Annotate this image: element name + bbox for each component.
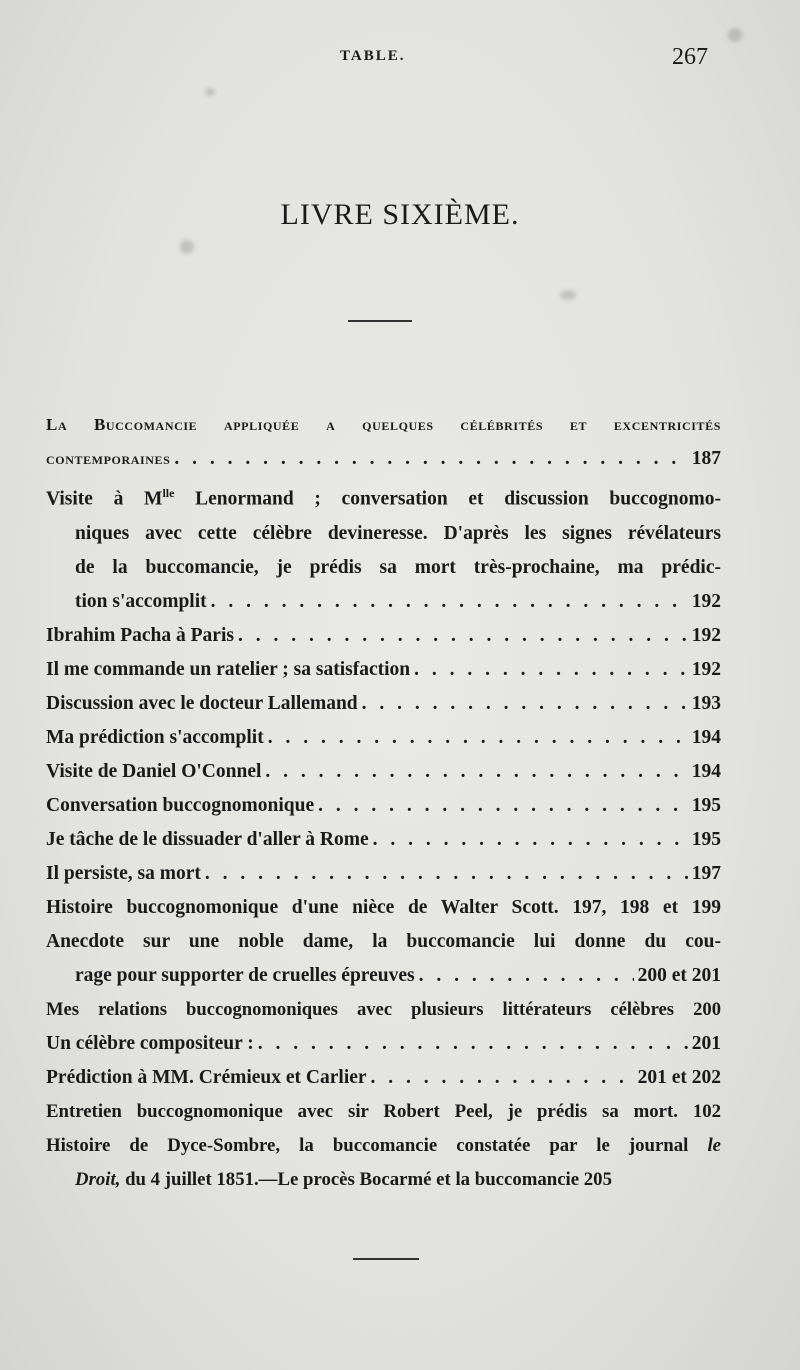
divider-rule xyxy=(353,1258,419,1260)
toc-entry-italic: Droit, xyxy=(75,1168,121,1190)
toc-entry-text: La Buccomancie appliquée a quelques célébrités et excentricités xyxy=(46,415,721,434)
paper-stain xyxy=(728,28,742,42)
toc-entry: Entretien buccognomonique avec sir Robert Peel, je prédis sa mort. 102 xyxy=(46,1100,721,1122)
toc-entry-text: Je tâche de le dissuader d'aller à Rome xyxy=(46,828,369,850)
paper-stain xyxy=(205,88,215,96)
toc-entry-text: Un célèbre compositeur : xyxy=(46,1032,254,1054)
dot-leader xyxy=(419,959,634,993)
toc-entry-text: de la buccomancie, je prédis sa mort très-prochaine, ma prédic- xyxy=(75,556,721,578)
toc-entry xyxy=(46,1129,721,1197)
toc-entry xyxy=(46,408,721,476)
toc-entry-italic: le xyxy=(707,1134,721,1156)
toc-entry-text: Il me commande un ratelier ; sa satisfaction xyxy=(46,658,411,680)
paper-stain xyxy=(180,240,194,254)
toc-entry-text: Anecdote sur une noble dame, la buccomancie lui donne du cou- xyxy=(46,930,721,952)
running-head: TABLE. xyxy=(340,48,406,64)
toc-page-number: 193 xyxy=(691,692,721,714)
divider-rule xyxy=(348,320,412,322)
dot-leader xyxy=(362,687,688,721)
dot-leader xyxy=(318,789,688,823)
toc-entry: Histoire buccognomonique d'une nièce de Walter Scott. 197, 198 et 199 xyxy=(46,896,721,918)
toc-entry-text: Lenormand ; conversation et discussion buccognomo- xyxy=(174,488,721,510)
toc-entry-superscript: lle xyxy=(162,486,175,500)
toc-entry-text: Visite de Daniel O'Connel xyxy=(46,760,262,782)
toc-entry xyxy=(46,789,721,823)
toc-entry-text: Visite à M xyxy=(46,488,163,510)
toc-entry-text: Discussion avec le docteur Lallemand xyxy=(46,692,358,714)
toc-page-number: 192 xyxy=(691,624,721,646)
toc-page-number: 187 xyxy=(691,448,721,469)
toc-entry-text: Ma prédiction s'accomplit xyxy=(46,726,264,748)
dot-leader xyxy=(174,442,687,476)
toc-page-number: 194 xyxy=(691,726,721,748)
toc-entry-text: du 4 juillet 1851.—Le procès Bocarmé et la buccomancie 205 xyxy=(120,1168,612,1190)
toc-page-number: 201 xyxy=(691,1032,721,1054)
dot-leader xyxy=(205,857,688,891)
toc-page-number: 201 et 202 xyxy=(637,1066,721,1088)
toc-entry-text: Histoire de Dyce-Sombre, la buccomancie constatée par le journal xyxy=(46,1134,689,1156)
toc-entry xyxy=(46,1027,721,1061)
dot-leader xyxy=(265,755,687,789)
toc-page-number: 195 xyxy=(691,794,721,816)
toc-entry: Mes relations buccognomoniques avec plusieurs littérateurs célèbres 200 xyxy=(46,998,721,1020)
dot-leader xyxy=(258,1027,688,1061)
toc-entry xyxy=(46,721,721,755)
toc-entry-text: contemporaines xyxy=(46,449,171,468)
page-number: 267 xyxy=(672,44,708,70)
toc-entry-text: Conversation buccognomonique xyxy=(46,794,315,816)
toc-entry-text: Prédiction à MM. Crémieux et Carlier xyxy=(46,1066,367,1088)
table-of-contents xyxy=(46,408,721,1197)
toc-entry xyxy=(46,476,721,619)
toc-entry xyxy=(46,653,721,687)
toc-entry-text: niques avec cette célèbre devineresse. D'après les signes révélateurs xyxy=(75,522,721,544)
toc-entry-text: rage pour supporter de cruelles épreuves xyxy=(75,964,415,986)
paper-stain xyxy=(560,290,576,300)
toc-entry xyxy=(46,823,721,857)
dot-leader xyxy=(414,653,688,687)
toc-page-number: 200 et 201 xyxy=(637,964,721,986)
toc-entry xyxy=(46,857,721,891)
section-title: LIVRE SIXIÈME. xyxy=(280,198,520,231)
toc-entry-text: Il persiste, sa mort xyxy=(46,862,201,884)
toc-page-number: 192 xyxy=(691,590,721,612)
dot-leader xyxy=(211,585,688,619)
toc-entry xyxy=(46,687,721,721)
toc-page-number: 197 xyxy=(691,862,721,884)
toc-entry-text: Ibrahim Pacha à Paris xyxy=(46,624,234,646)
dot-leader xyxy=(268,721,688,755)
toc-entry xyxy=(46,619,721,653)
toc-page-number: 194 xyxy=(691,760,721,782)
toc-entry-text: tion s'accomplit xyxy=(75,590,207,612)
toc-entry xyxy=(46,925,721,993)
dot-leader xyxy=(373,823,688,857)
dot-leader xyxy=(238,619,688,653)
toc-entry xyxy=(46,1061,721,1095)
toc-entry xyxy=(46,755,721,789)
dot-leader xyxy=(371,1061,634,1095)
toc-page-number: 195 xyxy=(691,828,721,850)
toc-page-number: 192 xyxy=(691,658,721,680)
